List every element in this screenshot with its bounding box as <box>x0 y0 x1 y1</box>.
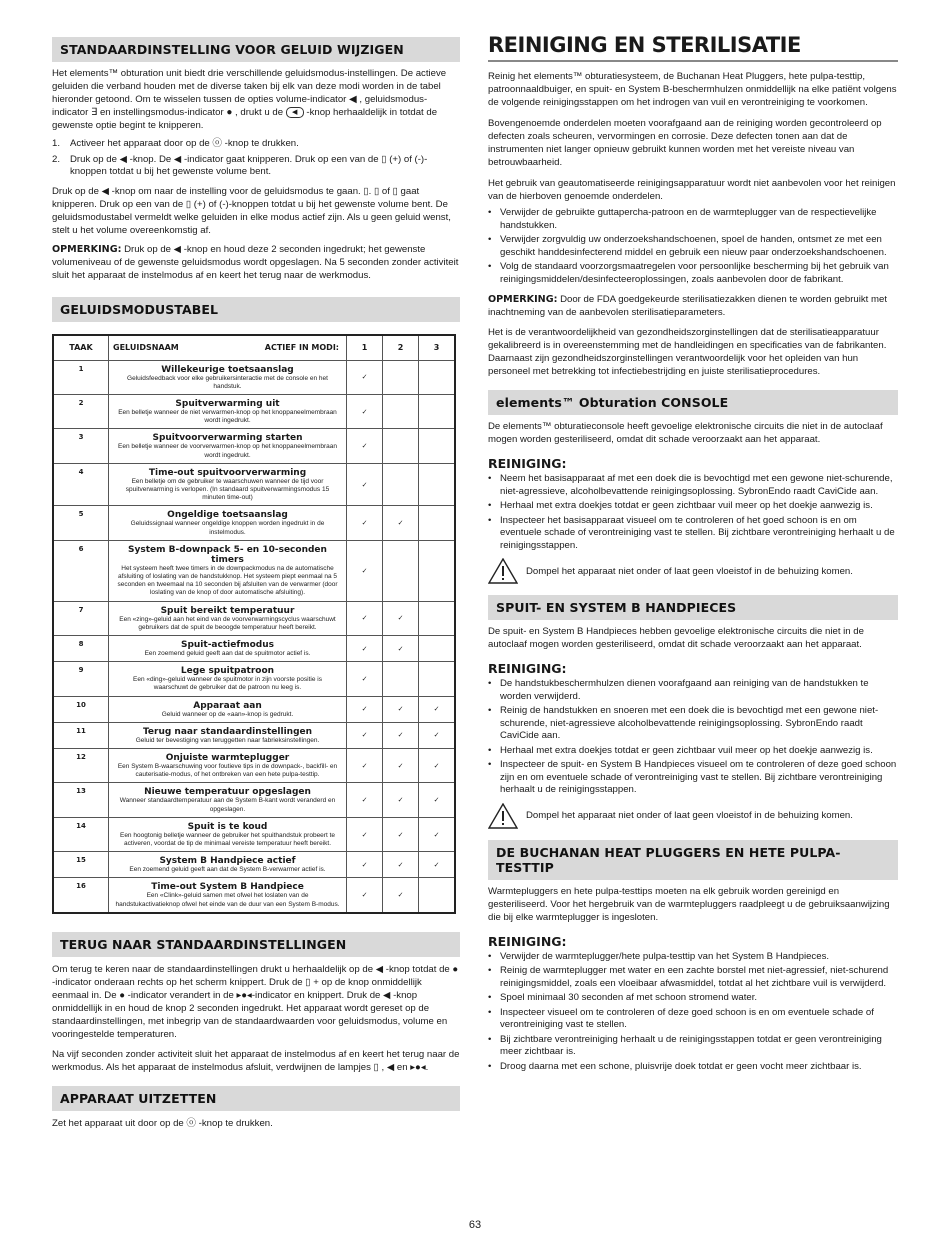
sound-detail: Een zoemend geluid geeft aan dat de spuitmotor actief is. <box>144 650 311 658</box>
check-mark-icon: ✓ <box>419 783 456 817</box>
sound-name: System B Handpiece actief <box>159 856 296 867</box>
pluggers-text: Warmtepluggers en hete pulpa-testtips moeten na elk gebruik worden gereinigd en gesteriliseerd. Voor het hergebruik van de warmtepluggers raadpleegt u de gebruiksaanwijzing die bij elke warmteplugger is ingesloten. <box>488 885 890 923</box>
list-item: • Bij zichtbare verontreiniging herhaalt u de reinigingsstappen totdat er geen verontreiniging meer zichtbaar is. <box>488 1033 882 1057</box>
sound-table-wrapper <box>52 334 460 914</box>
check-mark-icon: ✓ <box>347 722 383 748</box>
table-row <box>53 749 455 783</box>
sound-name: Ongeldige toetsaanslag <box>167 510 288 521</box>
automation-paragraph: Het gebruik van geautomatiseerde reinigingsapparatuur wordt niet aanbevolen voor het reinigen van de hierboven genoemde onderdelen. <box>488 178 896 202</box>
sound-detail: Geluid wanneer op de «aan»-knop is gedrukt. <box>161 710 294 718</box>
table-row <box>53 783 455 817</box>
sound-description <box>109 749 347 783</box>
sound-name: Willekeurige toetsaanslag <box>161 364 294 375</box>
pluggers-cleaning-heading: REINIGING: <box>488 933 567 949</box>
list-item: • De handstukbeschermhulzen dienen voorafgaand aan reiniging van de handstukken te worden verwijderd. <box>488 678 869 702</box>
list-item: • Verwijder de warmteplugger/hete pulpa-testtip van het System B Handpieces. <box>488 950 830 962</box>
task-number: 6 <box>53 540 109 601</box>
check-mark-icon: ✓ <box>347 601 383 635</box>
table-row <box>53 817 455 851</box>
sound-detail: Geluid ter bevestiging van teruggetten naar fabrieksinstellingen. <box>135 736 320 744</box>
table-row <box>53 696 455 722</box>
check-mark-icon: ✓ <box>383 506 419 540</box>
sound-name: Spuitvoorverwarming starten <box>152 433 303 444</box>
sound-description <box>109 601 347 635</box>
console-text: De elements™ obturatieconsole heeft gevoelige elektronische circuits die niet in de autoclaaf mogen worden gesteriliseerd, omdat dit schade veroorzaakt aan het apparaat. <box>488 421 883 445</box>
sound-description <box>109 722 347 748</box>
check-mark-icon: ✓ <box>347 506 383 540</box>
section-title-sound-table: GELUIDSMODUSTABEL <box>52 297 460 322</box>
left-column <box>52 0 460 1130</box>
check-mark-icon: ✓ <box>347 429 383 463</box>
task-number: 12 <box>53 749 109 783</box>
table-row <box>53 540 455 601</box>
check-mark-icon: ✓ <box>347 394 383 428</box>
handpieces-text: De spuit- en System B Handpieces hebben gevoelige elektronische circuits die niet in de autoclaaf mogen worden gesteriliseerd, omdat dit schade veroorzaakt aan het apparaat. <box>488 626 864 650</box>
sound-name: Time-out spuitvoorverwarming <box>148 467 307 478</box>
task-number: 13 <box>53 783 109 817</box>
speaker-button-icon: ◀ <box>286 107 304 118</box>
reset-para1: Om terug te keren naar de standaardinstellingen drukt u herhaaldelijk op de ◀ -knop totdat de ● -indicator onderaan rechts op het scherm knippert. Druk de ▯ + op de knop onmiddellijk eenmaal in. De ● -indicator verandert in de ▸●◂-indicator en knippert. Druk de ◀ -knop onmiddellijk in en houd de knop 2 seconden ingedrukt. Het apparaat wordt gereset op de standaardinstellingen, met inbegrip van de standaardwaarden voor geluidsmodus, volume en vooringestelde temperaturen. <box>52 963 459 1040</box>
sound-detail: Een belletje wanneer de voorverwarmen-knop op het knoppaneelmembraan wordt ingedrukt. <box>118 443 337 459</box>
handpieces-cleaning-heading: REINIGING: <box>488 661 567 676</box>
header-task: TAAK <box>53 335 109 361</box>
sound-name: Lege spuitpatroon <box>180 666 275 677</box>
task-number: 10 <box>53 696 109 722</box>
check-mark-icon: ✓ <box>347 636 383 662</box>
empty-mode-cell <box>419 662 456 696</box>
sound-detail: Geluidsfeedback voor elke gebruikersinteractie met de console en het handstuk. <box>127 374 328 390</box>
list-item: • Reinig de warmteplugger met water en een zachte borstel met niet-agressief, niet-schurend reinigingsmiddel, zoals een vloeibaar afwasmiddel, totdat al het zichtbare vuil is verwijderd. <box>488 965 889 989</box>
off-text: Zet het apparaat uit door op de ⓞ -knop te drukken. <box>52 1117 273 1129</box>
sound-detail: Een belletje wanneer de niet verwarmen-knop op het knoppaneelmembraan wordt ingedrukt. <box>118 408 337 425</box>
sound-detail: Wanneer standaardtemperatuur aan de System B-kant wordt veranderd en opgeslagen. <box>119 797 336 813</box>
check-mark-icon: ✓ <box>383 852 419 878</box>
empty-mode-cell <box>383 360 419 394</box>
table-row <box>53 506 455 540</box>
sound-mode-icon: ∃ <box>90 107 98 119</box>
check-mark-icon: ✓ <box>383 817 419 851</box>
sound-mode-table <box>52 334 456 914</box>
check-mark-icon: ✓ <box>347 852 383 878</box>
table-row <box>53 662 455 696</box>
empty-mode-cell <box>419 394 456 428</box>
handpieces-bullets <box>488 678 898 797</box>
sound-name: Spuitverwarming uit <box>175 398 280 409</box>
empty-mode-cell <box>383 463 419 506</box>
empty-mode-cell <box>419 429 456 463</box>
step-item: 1. Activeer het apparaat door op de ⓞ -knop te drukken. <box>52 138 299 150</box>
empty-mode-cell <box>419 878 456 913</box>
volume-icon: ◀ <box>349 94 357 105</box>
section-title-handpieces: SPUIT- EN SYSTEM B HANDPIECES <box>488 595 898 620</box>
check-mark-icon: ✓ <box>419 749 456 783</box>
sound-name: System B-downpack 5- en 10-seconden timers <box>128 544 327 565</box>
sound-description <box>109 463 347 506</box>
task-number: 2 <box>53 394 109 428</box>
check-mark-icon: ✓ <box>347 696 383 722</box>
sound-name: Nieuwe temperatuur opgeslagen <box>144 787 311 798</box>
table-body <box>53 360 455 913</box>
list-item: • Droog daarna met een schone, pluisvrije doek totdat er geen vocht meer zichtbaar is. <box>488 1060 862 1072</box>
step-item: 2. Druk op de ◀ -knop. De ◀ -indicator gaat knipperen. Druk op een van de ▯ (+) of (-)-knoppen totdat u bij het gewenste volume bent. <box>52 153 428 178</box>
check-mark-icon: ✓ <box>419 722 456 748</box>
empty-mode-cell <box>419 601 456 635</box>
sound-description <box>109 360 347 394</box>
sound-detail: Een hoogtonig belletje wanneer de gebruiker het spuithandstuk probeert te activeren, voordat de tip de minimaal vereiste temperatuur heeft bereikt. <box>119 831 335 848</box>
check-mark-icon: ✓ <box>347 878 383 913</box>
setting-mode-dot-icon: ● <box>226 107 233 119</box>
table-row <box>53 852 455 878</box>
task-number: 8 <box>53 636 109 662</box>
sound-detail: Het systeem heeft twee timers in de downpackmodus na de automatische afsluiting of loslating van de handstukknop. Het systeem piept eenmaal na 5 seconden en tweemaal na 10 seconden bij afsluiten van de verwarmer (door loslating van de knop of door automatische afsluiting). <box>117 564 338 597</box>
intro-paragraph: Reinig het elements™ obturatiesysteem, de Buchanan Heat Pluggers, hete pulpa-testtip, patroonnaaldbuiger, en spuit- en System B-beschermhulzen onmiddellijk na elke patiënt volgens de volgende reinigingsstappen om het indrogen van vuil en verontreiniging te voorkomen. <box>488 71 897 108</box>
right-column <box>488 0 898 1073</box>
sound-detail: Een «zing»-geluid aan het eind van de voorverwarmingscyclus waarschuwt gebruikers dat de spuit de beoogde temperatuur heeft bereikt. <box>119 615 336 631</box>
sound-detail: Een zoemend geluid geeft aan dat de System B-verwarmer actief is. <box>129 866 326 874</box>
sound-description <box>109 878 347 913</box>
check-mark-icon: ✓ <box>347 360 383 394</box>
check-mark-icon: ✓ <box>347 749 383 783</box>
list-item: • Verwijder de gebruikte guttapercha-patroon en de warmteplugger van de respectievelijke handstukken. <box>488 207 877 231</box>
task-number: 5 <box>53 506 109 540</box>
sound-description <box>109 817 347 851</box>
responsibility-paragraph: Het is de verantwoordelijkheid van gezondheidszorginstellingen dat de sterilisatieapparatuur gekalibreerd is in overeenstemming met de handleidingen en specificaties van de fabrikanten. Daarnaast zijn gezondheidszorginstellingen verantwoordelijk voor het opleiden van hun personeel met betrekking tot infectiebestrijding en juiste sterilisatieprocedures. <box>488 327 887 377</box>
list-item: • Herhaal met extra doekjes totdat er geen zichtbaar vuil meer op het doekje aanwezig is. <box>488 744 873 756</box>
warning-triangle-icon <box>488 803 518 829</box>
check-mark-icon: ✓ <box>347 540 383 601</box>
empty-mode-cell <box>383 662 419 696</box>
sound-description <box>109 662 347 696</box>
list-item: • Reinig de handstukken en snoeren met een doek die is bevochtigd met een gewone niet-schurende, niet-agressieve alcoholbevattende reinigingsoplossing. SybronEndo raadt CaviCide aan. <box>488 705 879 741</box>
task-number: 4 <box>53 463 109 506</box>
check-mark-icon: ✓ <box>383 696 419 722</box>
sound-detail: Geluidssignaal wanneer ongeldige knoppen worden ingedrukt in de instelmodus. <box>130 520 325 536</box>
list-item: • Verwijder zorgvuldig uw onderzoekshandschoenen, spoel de handen, ontsmet ze met een geschikt handdesinfecterend middel en gebruik een nieuw paar onderzoekshandschoenen. <box>488 234 887 258</box>
sound-description <box>109 394 347 428</box>
page-number: 63 <box>468 1219 482 1231</box>
check-mark-icon: ✓ <box>419 817 456 851</box>
console-bullets <box>488 473 898 552</box>
section-title-pluggers: DE BUCHANAN HEAT PLUGGERS EN HETE PULPA-TESTTIP <box>488 840 898 880</box>
check-mark-icon: ✓ <box>383 749 419 783</box>
sound-detail: Een belletje om de gebruiker te waarschuwen wanneer de tijd voor spuitverwarming is verlopen. (In standaard spuitverwarmingsmodus 15 minuten time-out) <box>125 477 330 502</box>
sound-name: Onjuiste warmteplugger <box>165 753 290 764</box>
sound-name: Time-out System B Handpiece <box>151 882 304 893</box>
section-title-reset: TERUG NAAR STANDAARDINSTELLINGEN <box>52 932 460 957</box>
console-cleaning-heading: REINIGING: <box>488 456 567 471</box>
table-row <box>53 360 455 394</box>
sound-description <box>109 540 347 601</box>
table-row <box>53 394 455 428</box>
handpieces-warning: Dompel het apparaat niet onder of laat geen vloeistof in de behuizing komen. <box>488 803 898 829</box>
sound-description <box>109 696 347 722</box>
check-mark-icon: ✓ <box>383 783 419 817</box>
empty-mode-cell <box>419 360 456 394</box>
header-name: GELUIDSNAAM ACTIEF IN MODI: <box>109 335 347 361</box>
check-mark-icon: ✓ <box>347 783 383 817</box>
table-header-row <box>53 335 455 361</box>
sound-name: Apparaat aan <box>193 700 262 711</box>
page-title: REINIGING EN STERILISATIE <box>488 33 898 62</box>
table-row <box>53 429 455 463</box>
check-mark-icon: ✓ <box>419 696 456 722</box>
sound-detail: Een «Clink»-geluid samen met ofwel het loslaten van de handstukactivatieknop ofwel het einde van de duur van een System B-modus. <box>115 892 340 908</box>
sound-name: Terug naar standaardinstellingen <box>142 726 313 737</box>
sound-description <box>109 852 347 878</box>
empty-mode-cell <box>419 636 456 662</box>
task-number: 15 <box>53 852 109 878</box>
task-number: 14 <box>53 817 109 851</box>
table-row <box>53 878 455 913</box>
list-item: • Inspecteer het basisapparaat visueel om te controleren of het goed schoon is en om eventuele schade of verontreiniging vast te stellen. Bij zichtbare verontreiniging herhaalt u de reinigingsstappen. <box>488 514 895 551</box>
sound-name: Spuit-actiefmodus <box>180 640 275 651</box>
list-item: • Spoel minimaal 30 seconden af met schoon stromend water. <box>488 992 758 1003</box>
list-item: • Inspecteer visueel om te controleren of deze goed schoon is en om eventuele schade of verontreiniging vast te stellen. <box>488 1006 874 1030</box>
sound-settings-note: OPMERKING: Druk op de ◀ -knop en houd deze 2 seconden ingedrukt; het gewenste volumeniveau of de gewenste geluidsmodus wordt opgeslagen. Na 5 seconden zonder activiteit sluit het apparaat de instelmodus af en keert het terug naar de werkmodus. <box>52 243 459 281</box>
check-mark-icon: ✓ <box>347 662 383 696</box>
pluggers-bullets <box>488 951 898 1074</box>
empty-mode-cell <box>383 394 419 428</box>
list-item: • Inspecteer de spuit- en System B Handpieces visueel om te controleren of deze goed schoon zijn en om eventuele schade of verontreiniging vast te stellen. Bij zichtbare verontreiniging herhaalt u de reinigingsstappen. <box>488 759 897 795</box>
sound-description <box>109 636 347 662</box>
section-title-sound-settings: STANDAARDINSTELLING VOOR GELUID WIJZIGEN <box>52 37 460 62</box>
task-number: 16 <box>53 878 109 913</box>
table-row <box>53 636 455 662</box>
check-mark-icon: ✓ <box>383 636 419 662</box>
header-mode-2: 2 <box>383 335 419 361</box>
list-item: • Volg de standaard voorzorgsmaatregelen voor persoonlijke bescherming bij het gebruik van reinigingsmiddelen/desinfecteeroplossingen, zoals aanbevolen door de fabrikant. <box>488 261 889 285</box>
empty-mode-cell <box>383 429 419 463</box>
warning-triangle-icon <box>488 558 518 584</box>
steps-list <box>52 138 460 179</box>
reset-para2: Na vijf seconden zonder activiteit sluit het apparaat de instelmodus af en keert het terug naar de werkmodus. Als het apparaat de instelmodus afsluit, verdwijnen de lampjes ▯ , ◀ en ▸●◂. <box>52 1048 460 1073</box>
list-item: • Herhaal met extra doekjes totdat er geen zichtbaar vuil meer op het doekje aanwezig is. <box>488 500 873 511</box>
section-title-off: APPARAAT UITZETTEN <box>52 1086 460 1111</box>
sound-settings-para2: Druk op de ◀ -knop om naar de instelling voor de geluidsmodus te gaan. ▯. ▯ of ▯ gaat knipperen. Druk op een van de ▯ (+) of (-)-knoppen totdat u bij het gewenste volume bent. De geluidsmodustabel vermeldt welke geluiden in elke modus actief zijn. Als u geen geluid wenst, stelt u het volume overeenkomstig af. <box>52 185 451 236</box>
task-number: 9 <box>53 662 109 696</box>
empty-mode-cell <box>419 506 456 540</box>
sound-name: Spuit bereikt temperatuur <box>160 605 295 616</box>
sound-description <box>109 429 347 463</box>
console-warning: Dompel het apparaat niet onder of laat geen vloeistof in de behuizing komen. <box>488 558 898 584</box>
list-item: • Neem het basisapparaat af met een doek die is bevochtigd met een gewone niet-schurende, niet-agressieve, alcoholbevattende reinigingsoplossing. SybronEndo raadt CaviCide aan. <box>488 473 893 497</box>
sound-settings-intro: Het elements™ obturation unit biedt drie verschillende geluidsmodus-instellingen. De actieve geluiden die verband houden met de diverse taken bij elk van deze modi worden in de tabel hieronder getoond. Om te wisselen tussen de opties volume-indicator ◀ , geluidsmodus-indicator ∃ en instellingsmodus-indicator ● , drukt u de ◀ -knop herhaaldelijk in totdat de gewenste optie begint te knipperen. <box>52 68 447 132</box>
prep-bullets <box>488 207 898 286</box>
sound-detail: Een «ding»-geluid wanneer de spuitmotor in zijn voorste positie is waarschuwt de gebruiker dat de patroon nu leeg is. <box>133 676 322 692</box>
sound-description <box>109 783 347 817</box>
check-mark-icon: ✓ <box>383 878 419 913</box>
sound-detail: Een System B-waarschuwing voor foutieve tips in de downpack-, backfill- en cauterisatie-modus, of het ontbreken van een hete pulpa-testtip. <box>117 763 338 779</box>
task-number: 7 <box>53 601 109 635</box>
section-title-console: elements™ Obturation CONSOLE <box>488 390 898 415</box>
table-row <box>53 722 455 748</box>
table-row <box>53 601 455 635</box>
defects-paragraph: Bovengenoemde onderdelen moeten voorafgaand aan de reiniging worden gecontroleerd op defecten zoals scheuren, vervormingen en corrosie. Deze defecten tonen aan dat de instrumenten niet langer opnieuw gebruikt kunnen worden met het vereiste niveau van betrouwbaarheid. <box>488 118 882 168</box>
empty-mode-cell <box>419 463 456 506</box>
check-mark-icon: ✓ <box>347 817 383 851</box>
check-mark-icon: ✓ <box>383 601 419 635</box>
task-number: 3 <box>53 429 109 463</box>
table-row <box>53 463 455 506</box>
header-mode-1: 1 <box>347 335 383 361</box>
task-number: 11 <box>53 722 109 748</box>
check-mark-icon: ✓ <box>383 722 419 748</box>
header-mode-3: 3 <box>419 335 456 361</box>
sound-description <box>109 506 347 540</box>
check-mark-icon: ✓ <box>347 463 383 506</box>
task-number: 1 <box>53 360 109 394</box>
sound-name: Spuit is te koud <box>187 821 268 832</box>
fda-note: OPMERKING: Door de FDA goedgekeurde sterilisatiezakken dienen te worden gebruikt met inachtneming van de aanbevolen sterilisatieparameters. <box>488 294 887 318</box>
empty-mode-cell <box>383 540 419 601</box>
check-mark-icon: ✓ <box>419 852 456 878</box>
empty-mode-cell <box>419 540 456 601</box>
